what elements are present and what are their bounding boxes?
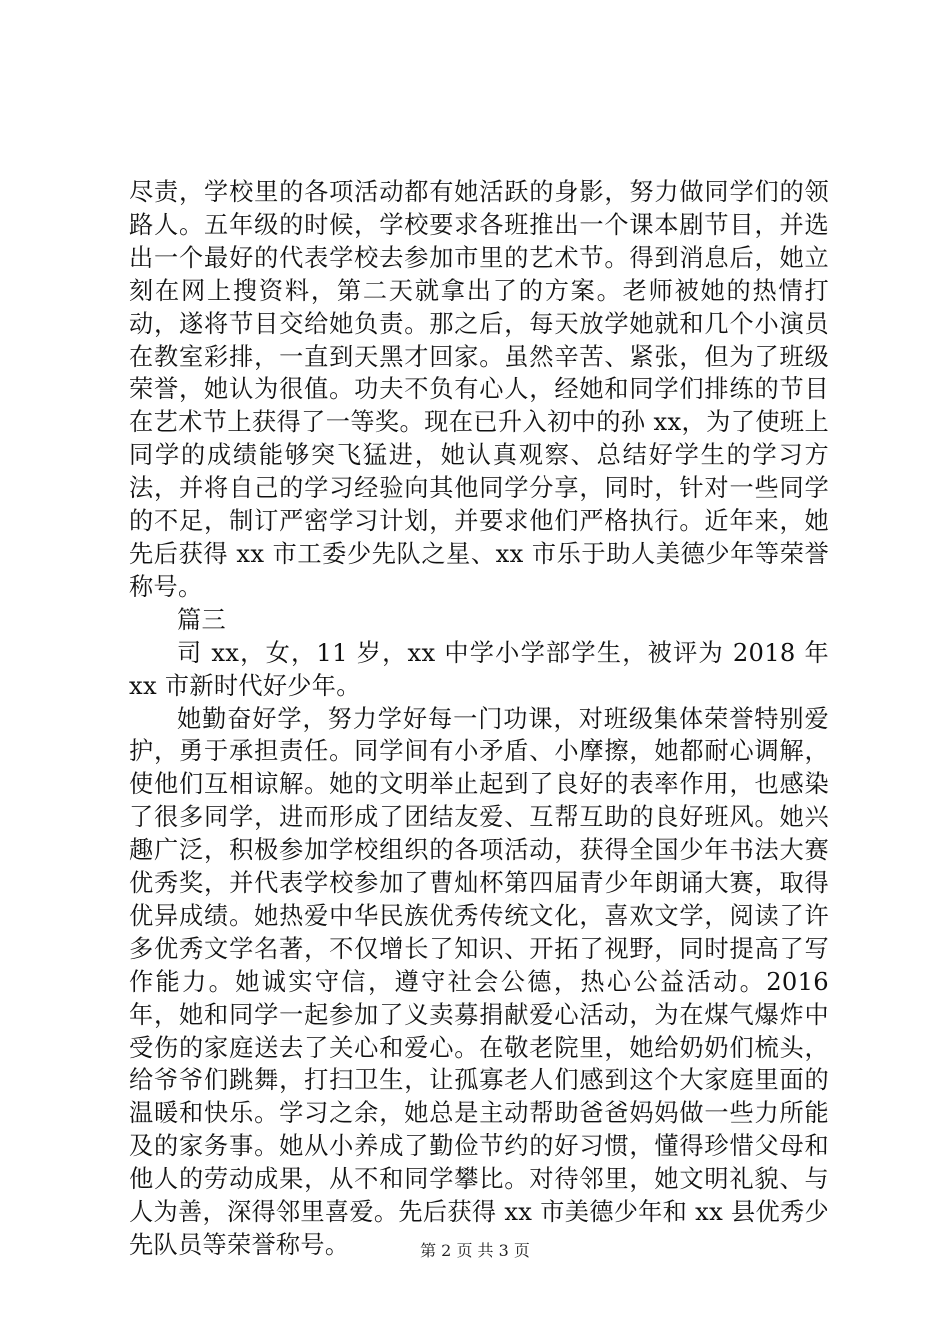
section-heading: 篇三 — [177, 605, 226, 634]
paragraph-intro: 司 xx，女，11 岁，xx 中学小学部学生，被评为 2018 年 xx 市新时代好少年。 — [129, 638, 829, 700]
paragraph-body: 她勤奋好学，努力学好每一门功课，对班级集体荣誉特别爱护，勇于承担责任。同学间有小矛盾、小摩擦，她都耐心调解，使他们互相谅解。她的文明举止起到了良好的表率作用，也感染了很多同学，进而形成了团结友爱、互帮互助的良好班风。她兴趣广泛，积极参加学校组织的各项活动，获得全国少年书法大赛优秀奖，并代表学校参加了曹灿杯第四届青少年朗诵大赛，取得优异成绩。她热爱中华民族优秀传统文化，喜欢文学，阅读了许多优秀文学名著，不仅增长了知识、开拓了视野，同时提高了写作能力。她诚实守信，遵守社会公德，热心公益活动。2016 年，她和同学一起参加了义卖募捐献爱心活动，为在煤气爆炸中受伤的家庭送去了关心和爱心。在敬老院里，她给奶奶们梳头，给爷爷们跳舞，打扫卫生，让孤寡老人们感到这个大家庭里面的温暖和快乐。学习之余，她总是主动帮助爸爸妈妈做一些力所能及的家务事。她从小养成了勤俭节约的好习惯，懂得珍惜父母和他人的劳动成果，从不和同学攀比。对待邻里，她文明礼貌、与人为善，深得邻里喜爱。先后获得 xx 市美德少年和 xx 县优秀少先队员等荣誉称号。 — [129, 704, 829, 1259]
paragraph-continued: 尽责，学校里的各项活动都有她活跃的身影，努力做同学们的领路人。五年级的时候，学校要求各班推出一个课本剧节目，并选出一个最好的代表学校去参加市里的艺术节。得到消息后，她立刻在网上搜资料，第二天就拿出了的方案。老师被她的热情打动，遂将节目交给她负责。那之后，每天放学她就和几个小演员在教室彩排，一直到天黑才回家。虽然辛苦、紧张，但为了班级荣誉，她认为很值。功夫不负有心人，经她和同学们排练的节目在艺术节上获得了一等奖。现在已升入初中的孙 xx，为了使班上同学的成绩能够突飞猛进，她认真观察、总结好学生的学习方法，并将自己的学习经验向其他同学分享，同时，针对一些同学的不足，制订严密学习计划，并要求他们严格执行。近年来，她先后获得 xx 市工委少先队之星、xx 市乐于助人美德少年等荣誉称号。 — [129, 178, 829, 601]
document-body — [129, 176, 829, 1262]
page-number-footer: 第 2 页 共 3 页 — [420, 1241, 530, 1260]
